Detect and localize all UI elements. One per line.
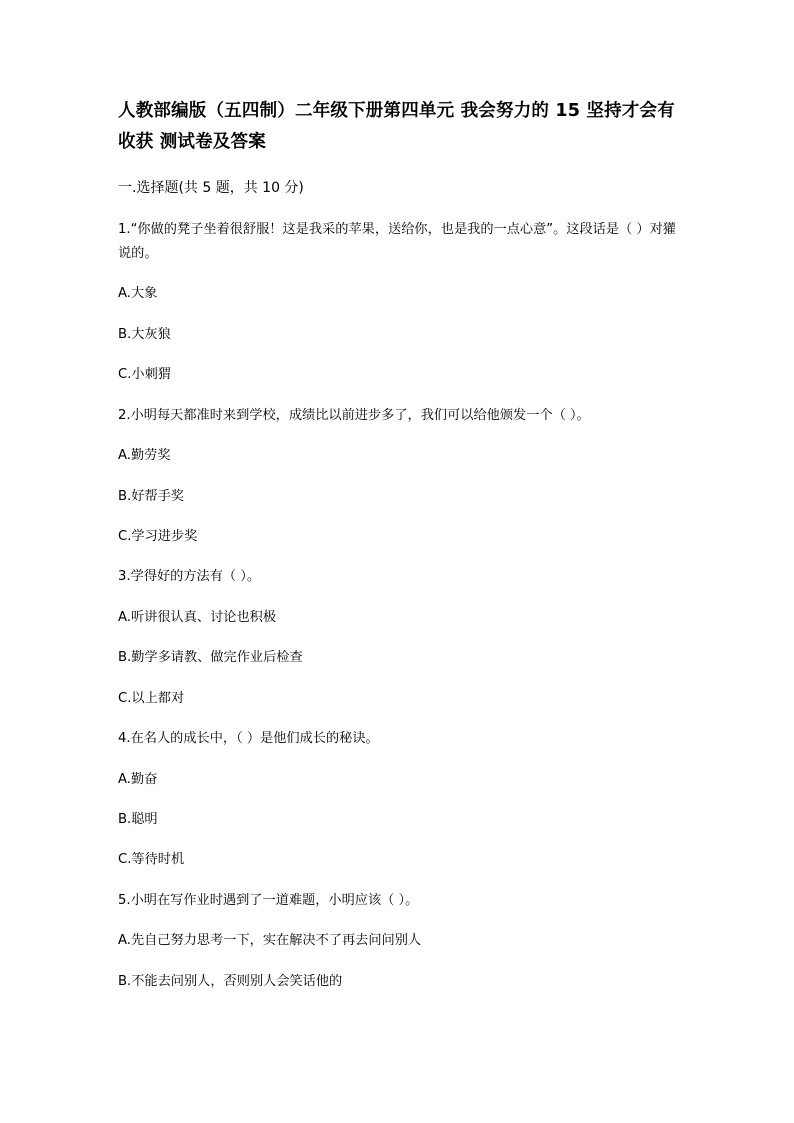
question-text: 2.小明每天都准时来到学校，成绩比以前进步多了，我们可以给他颁发一个（ ）。 — [118, 407, 590, 423]
option-a: A.勤劳奖 — [118, 448, 171, 464]
option-b: B.好帮手奖 — [118, 488, 184, 504]
option-a: A.大象 — [118, 286, 158, 302]
option-c: C.小刺猬 — [118, 367, 171, 383]
option-a: A.先自己努力思考一下，实在解决不了再去问问别人 — [118, 933, 422, 949]
question-text: 4.在名人的成长中，（ ）是他们成长的秘诀。 — [118, 731, 379, 747]
section-heading: 一.选择题(共 5 题，共 10 分) — [118, 180, 304, 197]
option-a: A.听讲很认真、讨论也积极 — [118, 609, 277, 625]
option-b: B.勤学多请教、做完作业后检查 — [118, 650, 303, 666]
question-text: 3.学得好的方法有（ ）。 — [118, 569, 261, 585]
question-item — [118, 404, 676, 550]
question-text: 5.小明在写作业时遇到了一道难题，小明应该（ ）。 — [118, 892, 419, 908]
question-item — [118, 218, 676, 388]
option-b: B.不能去问别人，否则别人会笑话他的 — [118, 973, 343, 989]
option-b: B.大灰狼 — [118, 326, 171, 342]
option-a: A.勤奋 — [118, 771, 158, 787]
page-title: 人教部编版（五四制）二年级下册第四单元 我会努力的 15 坚持才会有收获 测试卷及答案 — [118, 101, 675, 152]
question-text: 1.“你做的凳子坐着很舒服！这是我采的苹果，送给你，也是我的一点心意”。这段话是（ ）对獾说的。 — [118, 221, 676, 262]
option-c: C.学习进步奖 — [118, 529, 198, 545]
option-c: C.等待时机 — [118, 852, 185, 868]
question-item — [118, 565, 676, 711]
question-item — [118, 889, 676, 994]
option-c: C.以上都对 — [118, 690, 185, 706]
option-b: B.聪明 — [118, 811, 158, 827]
question-item — [118, 727, 676, 873]
